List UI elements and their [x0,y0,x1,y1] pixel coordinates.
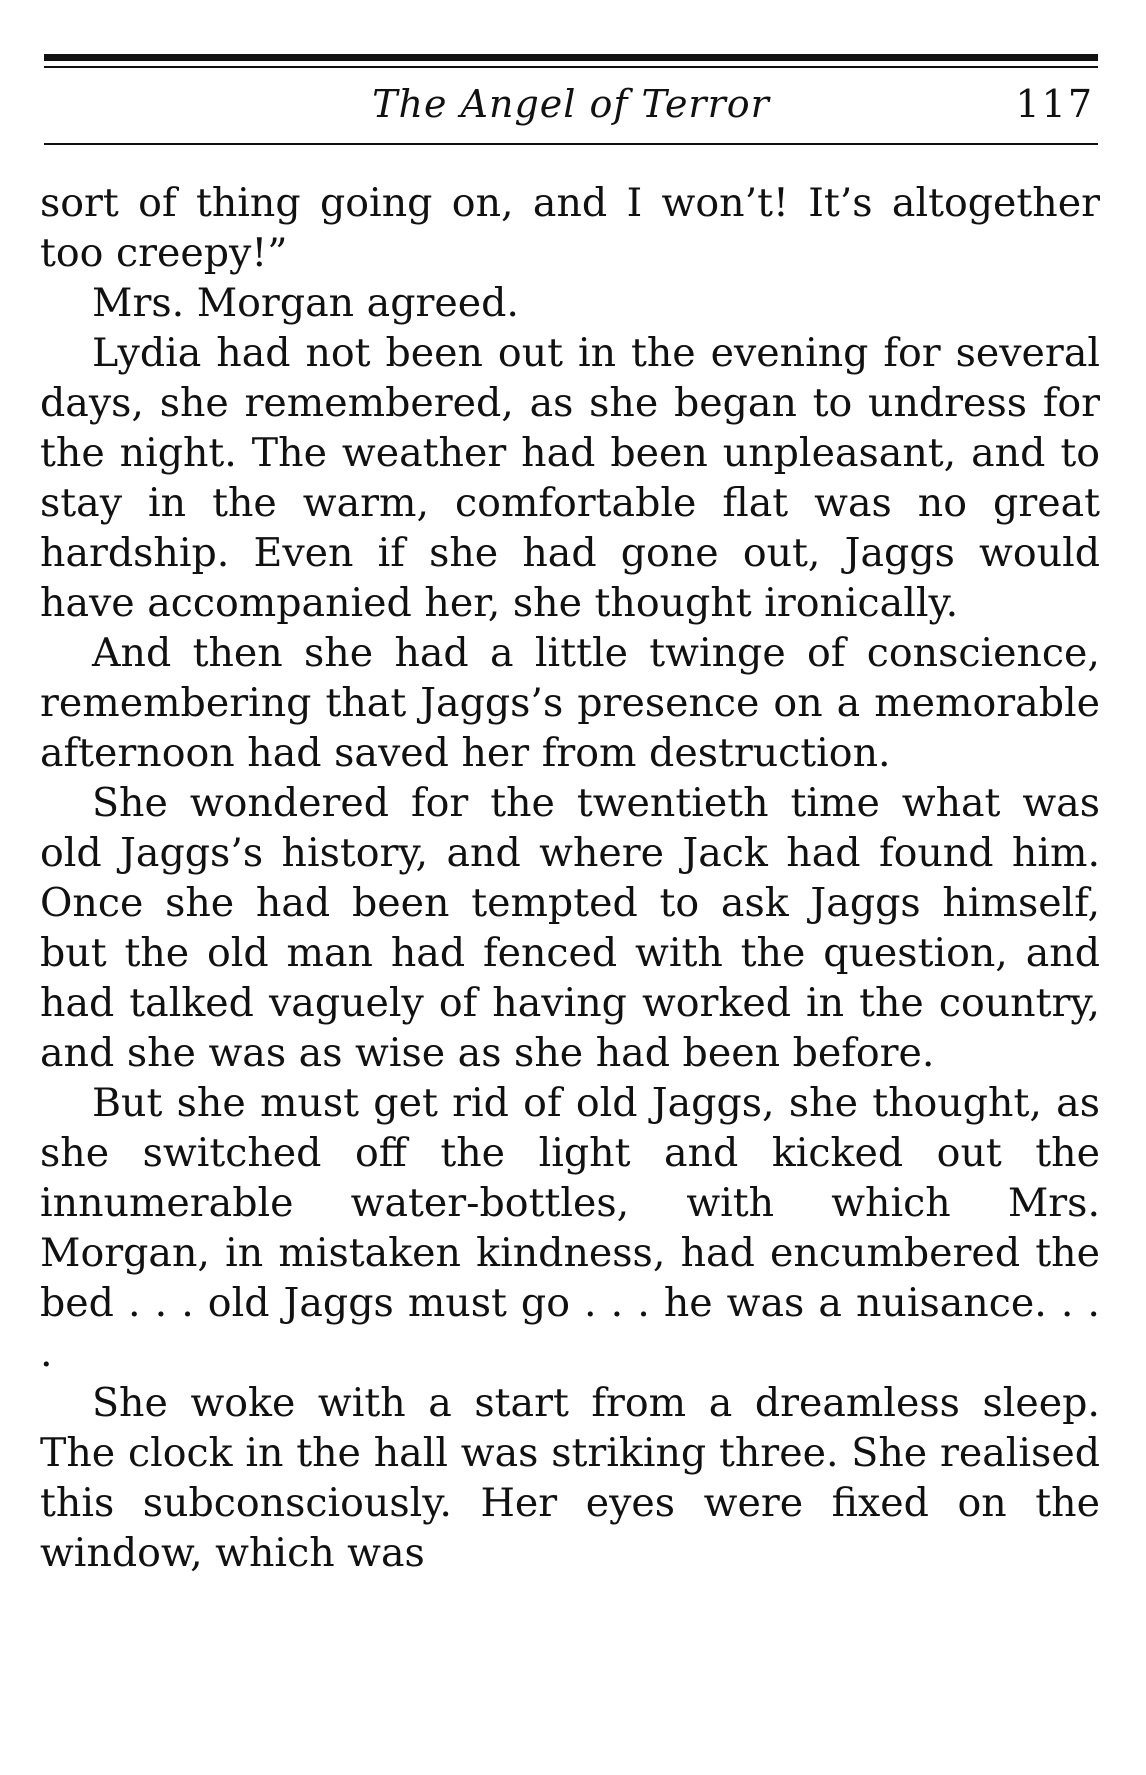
paragraph-continued: sort of thing going on, and I won’t! It’s altogether too creepy!” [40,180,1100,276]
header-rule-thick [44,54,1098,61]
running-head-rule [44,143,1098,145]
paragraph: Mrs. Morgan agreed. [92,280,519,326]
paragraph: She woke with a start from a dreamless sleep. The clock in the hall was striking three. She realised this subconsciously. Her eyes were fixed on the window, which was [40,1380,1100,1576]
header-rule-thin [44,66,1098,68]
paragraph: But she must get rid of old Jaggs, she thought, as she switched off the light and kicked out the innumerable water-bottles, with which Mrs. Morgan, in mistaken kindness, had encumbered the bed . . . old Jaggs must go . . . he was a nuisance. . . . [40,1080,1100,1376]
body-text [40,178,1100,1578]
page-number: 117 [1015,82,1094,126]
paragraph: She wondered for the twentieth time what was old Jaggs’s history, and where Jack had found him. Once she had been tempted to ask Jaggs himself, but the old man had fenced with the question, and had talked vaguely of having worked in the country, and she was as wise as she had been before. [40,780,1100,1076]
paragraph: And then she had a little twinge of conscience, remembering that Jaggs’s presence on a memorable afternoon had saved her from destruction. [40,630,1100,776]
running-title: The Angel of Terror [372,82,770,126]
paragraph: Lydia had not been out in the evening for several days, she remembered, as she began to undress for the night. The weather had been unpleasant, and to stay in the warm, comfortable flat was no great hardship. Even if she had gone out, Jaggs would have accompanied her, she thought ironically. [40,330,1100,626]
running-head [44,78,1098,138]
